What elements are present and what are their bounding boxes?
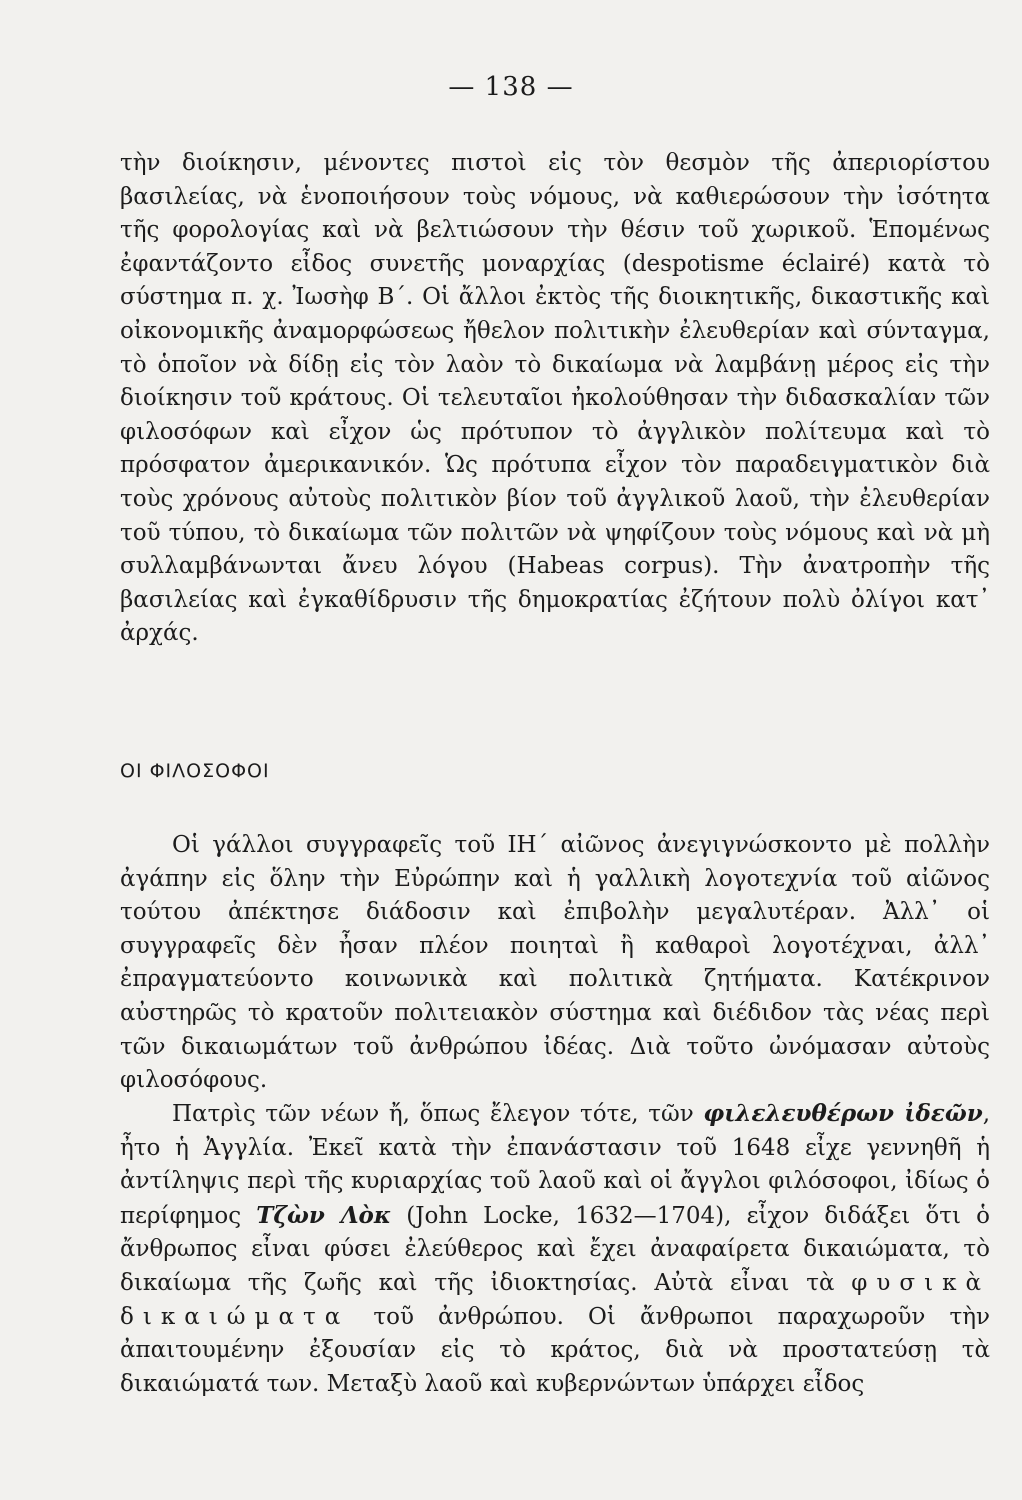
emphasis-john-locke: Τζὼν Λὸκ [256, 1201, 392, 1229]
paragraph-3 [120, 1097, 990, 1401]
paragraph-2: Οἱ γάλλοι συγγραφεῖς τοῦ ΙΗ΄ αἰῶνος ἀνεγιγνώσκοντο μὲ πολλὴν ἀγάπην εἰς ὅλην τὴν Εὐρώπην καὶ ἡ γαλλικὴ λογοτεχνία τοῦ αἰῶνος τούτου ἀπέκτησε διάδοσιν καὶ ἐπιβολὴν μεγαλυτέραν. Ἀλλ᾽ οἱ συγγραφεῖς δὲν ἦσαν πλέον ποιηταὶ ἢ καθαροὶ λογοτέχναι, ἀλλ᾽ ἐπραγματεύοντο κοινωνικὰ καὶ πολιτικὰ ζητήματα. Κατέκρινον αὐστηρῶς τὸ κρατοῦν πολιτειακὸν σύστημα καὶ διέδιδον τὰς νέας περὶ τῶν δικαιωμάτων τοῦ ἀνθρώπου ἰδέας. Διὰ τοῦτο ὠνόμασαν αὐτοὺς φιλοσόφους. [120, 832, 990, 1094]
paragraph-3-text-2: , ἦτο ἡ Ἀγγλία. Ἐκεῖ κατὰ τὴν ἐπανάστασιν τοῦ 1648 εἶχε γεννηθῆ ἡ ἀντίληψις περὶ τῆς κυριαρχίας τοῦ λαοῦ καὶ οἱ ἄγγλοι φιλόσοφοι, ἰδίως ὁ περίφημος [120, 1101, 990, 1229]
section-heading: ΟΙ ΦΙΛΟΣΟΦΟΙ [120, 760, 270, 782]
paragraph-1: τὴν διοίκησιν, μένοντες πιστοὶ εἰς τὸν θεσμὸν τῆς ἀπεριορίστου βασιλείας, νὰ ἑνοποιήσουν τοὺς νόμους, νὰ καθιερώσουν τὴν ἰσότητα τῆς φορολογίας καὶ νὰ βελτιώσουν τὴν θέσιν τοῦ χωρικοῦ. Ἑπομένως ἐφαντάζοντο εἶδος συνετῆς μοναρχίας (despotisme éclairé) κατὰ τὸ σύστημα π. χ. Ἰωσὴφ Β΄. Οἱ ἄλλοι ἐκτὸς τῆς διοικητικῆς, δικαστικῆς καὶ οἰκονομικῆς ἀναμορφώσεως ἤθελον πολιτικὴν ἐλευθερίαν καὶ σύνταγμα, τὸ ὁποῖον νὰ δίδῃ εἰς τὸν λαὸν τὸ δικαίωμα νὰ λαμβάνῃ μέρος εἰς τὴν διοίκησιν τοῦ κράτους. Οἱ τελευταῖοι ἠκολούθησαν τὴν διδασκαλίαν τῶν φιλοσόφων καὶ εἶχον ὡς πρότυπον τὸ ἀγγλικὸν πολίτευμα καὶ τὸ πρόσφατον ἀμερικανικόν. Ὡς πρότυπα εἶχον τὸν παραδειγματικὸν διὰ τοὺς χρόνους αὐτοὺς πολιτικὸν βίον τοῦ ἀγγλικοῦ λαοῦ, τὴν ἐλευθερίαν τοῦ τύπου, τὸ δικαίωμα τῶν πολιτῶν νὰ ψηφίζουν τοὺς νόμους καὶ νὰ μὴ συλλαμβάνωνται ἄνευ λόγου (Habeas corpus). Τὴν ἀνατροπὴν τῆς βασιλείας καὶ ἐγκαθίδρυσιν τῆς δημοκρατίας ἐζήτουν πολὺ ὀλίγοι κατ᾽ ἀρχάς. [120, 150, 990, 647]
emphasis-liberal-ideas: φιλελευθέρων ἰδεῶν [703, 1100, 983, 1127]
paragraph-3-text-1: Πατρὶς τῶν νέων ἤ, ὅπως ἔλεγον τότε, τῶν [172, 1101, 704, 1127]
emphasis-natural-rights: φυσικὰ δικαιώματα [120, 1269, 990, 1330]
page-number: — 138 — [448, 72, 574, 102]
paragraph-3-text-4: τοῦ ἀνθρώπου. Οἱ ἄνθρωποι παραχωροῦν τὴν ἀπαιτουμένην ἐξουσίαν εἰς τὸ κράτος, διὰ νὰ προστατεύσῃ τὰ δικαιώματά των. Μεταξὺ λαοῦ καὶ κυβερνώντων ὑπάρχει εἶδος [120, 1303, 990, 1397]
paragraph-3-text-3: (John Locke, 1632—1704), εἶχον διδάξει ὅτι ὁ ἄνθρωπος εἶναι φύσει ἐλεύθερος καὶ ἔχει ἀναφαίρετα δικαιώματα, τὸ δικαίωμα τῆς ζωῆς καὶ τῆς ἰδιοκτησίας. Αὐτὰ εἶναι τὰ [120, 1202, 990, 1296]
